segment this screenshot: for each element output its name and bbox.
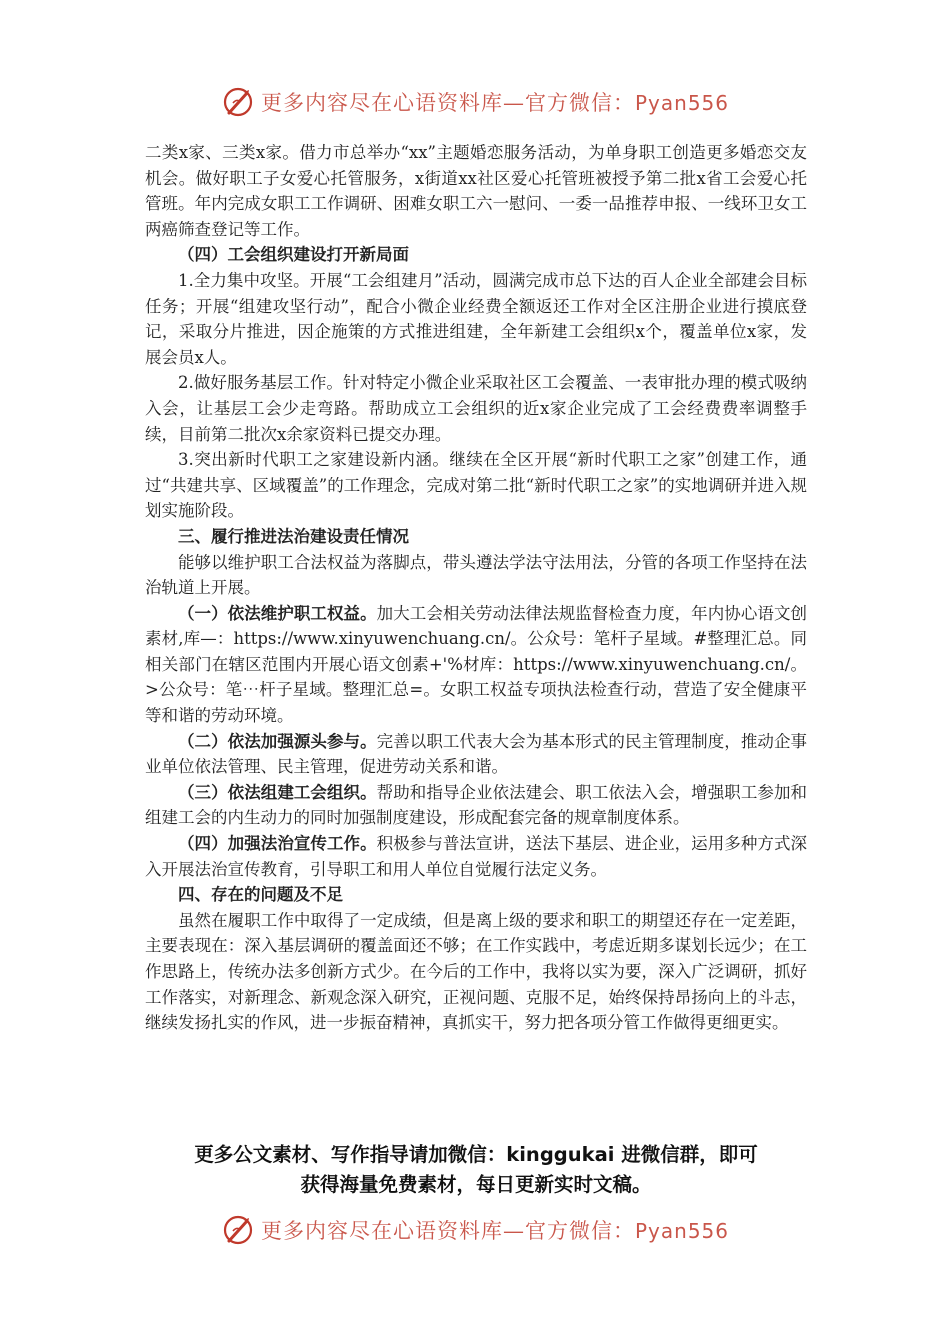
subsection-paragraph xyxy=(145,601,807,729)
subsection-text: 加大工会相关劳动法律法规监督检查力度，年内协心语文创素材,库—：https://www.xinyuwenchuang.cn/。公众号：笔杆子星域。#整理汇总。同相关部门在辖区范围内开展心语文创素+'%材库：https://www.xinyuwenchuang.cn/。>公众号：笔⋯杆子星域。整理汇总=。女职工权益专项执法检查行动，营造了安全健康平等和谐的劳动环境。 xyxy=(145,603,808,726)
subsection-text: 积极参与普法宣讲，送法下基层、进企业，运用多种方式深入开展法治宣传教育，引导职工和用人单位自觉履行法定义务。 xyxy=(145,834,808,879)
pen-logo-icon xyxy=(221,1213,255,1247)
subsection-paragraph xyxy=(145,780,807,831)
footer-note xyxy=(145,1140,807,1200)
subsection-paragraph xyxy=(145,729,807,780)
subsection-paragraph xyxy=(145,831,807,882)
subsection-lead: （三）依法组建工会组织。 xyxy=(178,782,377,802)
header-banner xyxy=(0,82,950,122)
body-paragraph: 1.全力集中攻坚。开展“工会组建月”活动，圆满完成市总下达的百人企业全部建会目标任务；开展“组建攻坚行动”，配合小微企业经费全额返还工作对全区注册企业进行摸底登记，采取分片推进，因企施策的方式推进组建，全年新建工会组织x个，覆盖单位x家，发展会员x人。 xyxy=(145,270,807,367)
subsection-text: 帮助和指导企业依法建会、职工依法入会，增强职工参加和组建工会的内生动力的同时加强制度建设，形成配套完备的规章制度体系。 xyxy=(145,782,808,828)
subsection-text: 完善以职工代表大会为基本形式的民主管理制度，推动企事业单位依法管理、民主管理，促进劳动关系和谐。 xyxy=(145,731,808,777)
subsection-lead: （四）加强法治宣传工作。 xyxy=(178,834,377,854)
document-body xyxy=(145,140,807,1036)
banner-text: 更多内容尽在心语资料库—官方微信：Pyan556 xyxy=(260,1219,729,1243)
section-heading: （四）工会组织建设打开新局面 xyxy=(178,245,409,265)
body-paragraph: 2.做好服务基层工作。针对特定小微企业采取社区工会覆盖、一表审批办理的模式吸纳入会，让基层工会少走弯路。帮助成立工会组织的近x家企业完成了工会经费费率调整手续，目前第二批次x余家资料已提交办理。 xyxy=(145,373,807,444)
subsection-lead: （二）依法加强源头参与。 xyxy=(178,731,377,751)
footer-banner xyxy=(0,1210,950,1250)
banner-text: 更多内容尽在心语资料库—官方微信：Pyan556 xyxy=(260,91,729,115)
section-heading: 三、履行推进法治建设责任情况 xyxy=(178,526,409,546)
footer-note-line1: 更多公文素材、写作指导请加微信：kinggukai 进微信群，即可 xyxy=(194,1143,758,1166)
body-paragraph: 二类x家、三类x家。借力市总举办“xx”主题婚恋服务活动，为单身职工创造更多婚恋交友机会。做好职工子女爱心托管服务，x街道xx社区爱心托管班被授予第二批x省工会爱心托管班。年内完成女职工工作调研、困难女职工六一慰问、一委一品推荐申报、一线环卫女工两癌筛查登记等工作。 xyxy=(145,143,807,239)
body-paragraph: 能够以维护职工合法权益为落脚点，带头遵法学法守法用法，分管的各项工作坚持在法治轨道上开展。 xyxy=(145,552,807,598)
subsection-lead: （一）依法维护职工权益。 xyxy=(178,603,377,623)
section-heading: 四、存在的问题及不足 xyxy=(178,885,343,905)
body-paragraph: 3.突出新时代职工之家建设新内涵。继续在全区开展“新时代职工之家”创建工作，通过“共建共享、区域覆盖”的工作理念，完成对第二批“新时代职工之家”的实地调研并进入规划实施阶段。 xyxy=(145,450,807,521)
footer-note-line2: 获得海量免费素材，每日更新实时文稿。 xyxy=(300,1173,652,1196)
body-paragraph: 虽然在履职工作中取得了一定成绩，但是离上级的要求和职工的期望还存在一定差距，主要表现在：深入基层调研的覆盖面还不够；在工作实践中，考虑近期多谋划长远少；在工作思路上，传统办法多创新方式少。在今后的工作中，我将以实为要，深入广泛调研，抓好工作落实，对新理念、新观念深入研究，正视问题、克服不足，始终保持昂扬向上的斗志，继续发扬扎实的作风，进一步振奋精神，真抓实干，努力把各项分管工作做得更细更实。 xyxy=(145,910,807,1033)
pen-logo-icon xyxy=(221,85,255,119)
